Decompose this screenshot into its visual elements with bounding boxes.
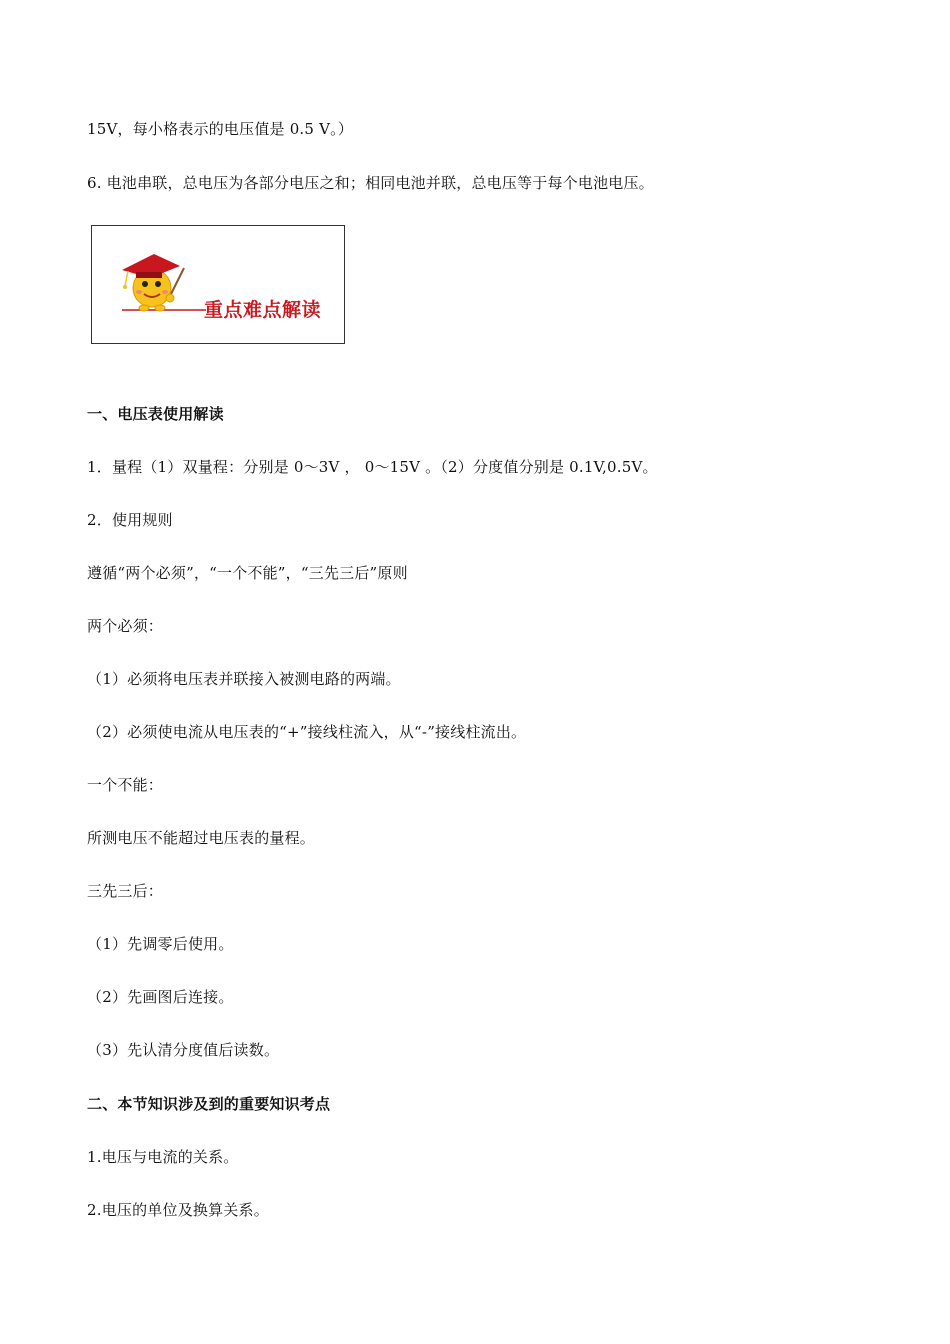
text-line: （3）先认清分度值后读数。 bbox=[87, 1041, 280, 1059]
section-heading: 一、电压表使用解读 bbox=[87, 405, 224, 423]
text-line: 遵循“两个必须”，“一个不能”，“三先三后”原则 bbox=[87, 564, 408, 582]
text-line: 2.电压的单位及换算关系。 bbox=[87, 1201, 269, 1219]
text-line: （1）必须将电压表并联接入被测电路的两端。 bbox=[87, 670, 401, 688]
text-line: 2．使用规则 bbox=[87, 511, 173, 529]
text-line: （2）先画图后连接。 bbox=[87, 988, 234, 1006]
text-line: 1．量程（1）双量程：分别是 0～3V ， 0～15V 。（2）分度值分别是 0.1V,0.5V。 bbox=[87, 458, 658, 476]
banner-title: 重点难点解读 bbox=[204, 299, 322, 321]
text-line: （2）必须使电流从电压表的“+”接线柱流入，从“-”接线柱流出。 bbox=[87, 723, 527, 741]
text-line: 两个必须： bbox=[87, 617, 164, 635]
text-line: 1.电压与电流的关系。 bbox=[87, 1148, 239, 1166]
text-line: 15V，每小格表示的电压值是 0.5 V。） bbox=[87, 120, 354, 138]
section-heading: 二、本节知识涉及到的重要知识考点 bbox=[87, 1095, 331, 1113]
text-line: 三先三后： bbox=[87, 882, 164, 900]
text-line: 所测电压不能超过电压表的量程。 bbox=[87, 829, 316, 847]
text-line: 6. 电池串联，总电压为各部分电压之和；相同电池并联，总电压等于每个电池电压。 bbox=[87, 174, 654, 192]
text-line: 一个不能： bbox=[87, 776, 164, 794]
text-line: （1）先调零后使用。 bbox=[87, 935, 234, 953]
key-points-banner bbox=[91, 225, 345, 344]
graduation-mascot-icon bbox=[92, 226, 346, 345]
